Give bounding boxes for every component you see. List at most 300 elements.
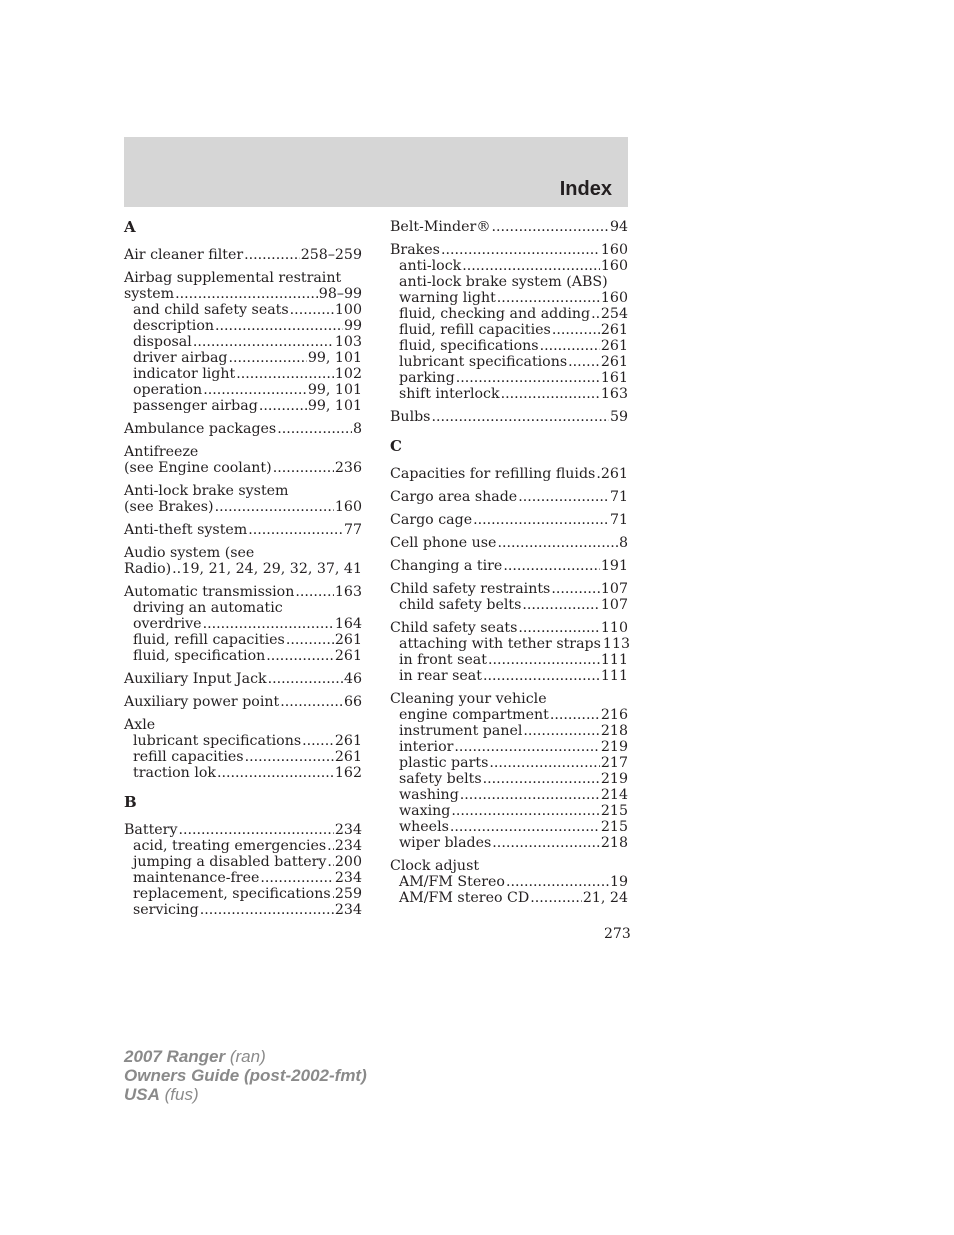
entry-text: Brakes — [390, 242, 440, 258]
entry-text: (see Engine coolant) — [124, 460, 272, 476]
entry-text: fluid, specification — [133, 648, 266, 664]
page-reference: 160 — [600, 258, 628, 274]
dot-leader — [215, 319, 343, 335]
entry-text: Clock adjust — [390, 858, 480, 874]
page-reference: 71 — [609, 489, 628, 505]
index-entry-line — [124, 287, 362, 303]
entry-text: anti-lock — [399, 258, 462, 274]
entry-text: Changing a tire — [390, 558, 503, 574]
index-entry-line — [124, 445, 362, 461]
page-reference: 191 — [600, 558, 628, 574]
index-subentry — [390, 387, 628, 403]
index-entry — [124, 546, 362, 578]
entry-text: disposal — [133, 334, 192, 350]
dot-leader — [596, 467, 600, 483]
dot-leader — [530, 891, 582, 907]
index-entry — [124, 271, 362, 415]
entry-text: plastic parts — [399, 755, 489, 771]
index-subentry — [124, 734, 362, 750]
index-entry — [390, 536, 628, 552]
page-reference: 254 — [600, 306, 628, 322]
index-entry — [124, 823, 362, 919]
dot-leader — [215, 500, 334, 516]
dot-leader — [245, 750, 334, 766]
index-subentry — [124, 367, 362, 383]
index-entry-line — [124, 695, 362, 711]
index-entry-line — [390, 410, 628, 426]
dot-leader — [431, 410, 608, 426]
index-entry-line — [124, 562, 362, 578]
index-entry-line — [390, 536, 628, 552]
page-reference: 261 — [600, 466, 628, 482]
index-subentry — [390, 875, 628, 891]
page-reference: 219 — [600, 739, 628, 755]
index-subentry — [390, 788, 628, 804]
entry-text: AM/FM stereo CD — [399, 890, 530, 906]
page-reference: 77 — [343, 522, 362, 538]
dot-leader — [259, 399, 307, 415]
header-band — [124, 137, 628, 207]
index-entry-line — [124, 271, 362, 287]
index-entry-line — [390, 467, 628, 483]
entry-text: refill capacities — [133, 749, 244, 765]
entry-text: Cargo cage — [390, 512, 473, 528]
entry-text: Antifreeze — [124, 444, 199, 460]
index-entry — [124, 484, 362, 516]
index-entry-line — [124, 546, 362, 562]
dot-leader — [568, 355, 600, 371]
page-reference: 163 — [600, 386, 628, 402]
dot-leader — [172, 562, 180, 578]
index-entry-line — [124, 823, 362, 839]
entry-text: acid, treating emergencies — [133, 838, 327, 854]
section-letter-a: A — [124, 218, 136, 236]
page-reference: 236 — [334, 460, 362, 476]
page-reference: 19, 21, 24, 29, 32, 37, 41 — [181, 561, 362, 577]
dot-leader — [193, 335, 334, 351]
entry-group — [124, 248, 362, 782]
index-subentry — [390, 772, 628, 788]
index-subentry — [390, 836, 628, 852]
index-entry-line — [124, 585, 362, 601]
index-entry-line — [124, 718, 362, 734]
index-subentry — [124, 383, 362, 399]
page-reference: 111 — [600, 668, 628, 684]
index-entry — [390, 220, 628, 236]
footer-model-code: (ran) — [225, 1047, 266, 1066]
page-reference: 215 — [600, 803, 628, 819]
entry-text: Cleaning your vehicle — [390, 691, 547, 707]
dot-leader — [451, 804, 600, 820]
entry-text: fluid, specifications — [399, 338, 539, 354]
page-reference: 261 — [334, 648, 362, 664]
dot-leader — [441, 243, 600, 259]
index-subentry — [390, 598, 628, 614]
page-reference: 8 — [618, 535, 628, 551]
index-entry-line — [390, 621, 628, 637]
index-subentry — [124, 399, 362, 415]
index-subentry — [390, 355, 628, 371]
entry-text: maintenance-free — [133, 870, 260, 886]
entry-text: Child safety restraints — [390, 581, 551, 597]
section-letter-b: B — [124, 793, 137, 811]
index-entry-line — [124, 248, 362, 264]
page-reference: 164 — [334, 616, 362, 632]
entry-text: driver airbag — [133, 350, 228, 366]
index-entry — [390, 467, 628, 483]
index-entry — [390, 582, 628, 614]
index-subentry — [390, 275, 628, 291]
entry-text: Cell phone use — [390, 535, 497, 551]
entry-text: attaching with tether straps — [399, 636, 601, 652]
entry-text: indicator light — [133, 366, 236, 382]
page-reference: 99, 101 — [307, 398, 362, 414]
dot-leader — [503, 559, 600, 575]
dot-leader — [497, 291, 600, 307]
dot-leader — [456, 371, 600, 387]
page-reference: 99, 101 — [307, 382, 362, 398]
dot-leader — [327, 839, 334, 855]
dot-leader — [523, 724, 600, 740]
page-reference: 99, 101 — [307, 350, 362, 366]
index-subentry — [390, 669, 628, 685]
dot-leader — [518, 621, 600, 637]
page-reference: 217 — [600, 755, 628, 771]
entry-text: warning light — [399, 290, 496, 306]
dot-leader — [327, 855, 333, 871]
page-reference: 99 — [343, 318, 362, 334]
entry-text: Axle — [124, 717, 156, 733]
dot-leader — [462, 259, 600, 275]
entry-text: Child safety seats — [390, 620, 518, 636]
entry-text: washing — [399, 787, 459, 803]
entry-text: Bulbs — [390, 409, 431, 425]
dot-leader — [460, 788, 600, 804]
footer-line-1 — [124, 1047, 367, 1066]
page-reference: 261 — [600, 354, 628, 370]
entry-text: in rear seat — [399, 668, 482, 684]
page-reference: 218 — [600, 723, 628, 739]
dot-leader — [492, 836, 600, 852]
entry-text: waxing — [399, 803, 451, 819]
dot-leader — [450, 820, 600, 836]
page-reference: 100 — [334, 302, 362, 318]
index-subentry — [390, 740, 628, 756]
footer-market: USA — [124, 1085, 160, 1104]
dot-leader — [497, 536, 618, 552]
index-entry — [124, 695, 362, 711]
dot-leader — [236, 367, 334, 383]
entry-text: system — [124, 286, 175, 302]
index-subentry — [124, 351, 362, 367]
dot-leader — [260, 871, 334, 887]
dot-leader — [217, 766, 334, 782]
section-letter-c: C — [390, 437, 402, 455]
page-reference: 215 — [600, 819, 628, 835]
index-subentry — [124, 319, 362, 335]
dot-leader — [203, 617, 334, 633]
dot-leader — [277, 422, 352, 438]
page-reference: 261 — [334, 632, 362, 648]
dot-leader — [286, 633, 334, 649]
page-reference: 19 — [609, 874, 628, 890]
page-reference: 162 — [334, 765, 362, 781]
entry-text: Radio) — [124, 561, 172, 577]
page-reference: 94 — [609, 219, 628, 235]
entry-text: fluid, refill capacities — [133, 632, 285, 648]
dot-leader — [273, 461, 334, 477]
dot-leader — [483, 669, 600, 685]
entry-text: anti-lock brake system (ABS) — [399, 274, 608, 290]
page-reference: 103 — [334, 334, 362, 350]
page-reference: 219 — [600, 771, 628, 787]
entry-text: safety belts — [399, 771, 482, 787]
dot-leader — [473, 513, 609, 529]
entry-text: fluid, refill capacities — [399, 322, 551, 338]
entry-text: traction lok — [133, 765, 216, 781]
index-entry — [390, 692, 628, 852]
index-entry-line — [390, 513, 628, 529]
index-subentry — [124, 887, 362, 903]
entry-text: Capacities for refilling fluids — [390, 466, 596, 482]
index-column-left — [124, 220, 362, 926]
index-entry — [124, 585, 362, 665]
index-subentry — [124, 750, 362, 766]
page-number: 273 — [604, 926, 631, 942]
index-subentry — [390, 339, 628, 355]
index-subentry — [390, 820, 628, 836]
entry-text: Belt-Minder® — [390, 219, 491, 235]
dot-leader — [268, 672, 343, 688]
page-reference: 46 — [343, 671, 362, 687]
dot-leader — [244, 248, 300, 264]
dot-leader — [518, 490, 609, 506]
dot-leader — [332, 887, 334, 903]
index-subentry — [390, 259, 628, 275]
footer-model: 2007 Ranger — [124, 1047, 226, 1066]
dot-leader — [290, 303, 334, 319]
footer-info — [124, 1047, 367, 1104]
entry-text: Anti-theft system — [124, 522, 248, 538]
page-reference: 200 — [334, 854, 362, 870]
index-entry-line — [390, 582, 628, 598]
page-reference: 261 — [334, 733, 362, 749]
entry-text: Cargo area shade — [390, 489, 518, 505]
entry-text: replacement, specifications — [133, 886, 331, 902]
entry-text: in front seat — [399, 652, 487, 668]
footer-guide: Owners Guide (post-2002-fmt) — [124, 1066, 367, 1085]
entry-text: overdrive — [133, 616, 202, 632]
entry-text: engine compartment — [399, 707, 549, 723]
dot-leader — [550, 708, 600, 724]
page-reference: 161 — [600, 370, 628, 386]
index-subentry — [390, 708, 628, 724]
index-entry — [390, 243, 628, 403]
index-entry-line — [390, 559, 628, 575]
index-entry — [124, 718, 362, 782]
page-reference: 71 — [609, 512, 628, 528]
index-subentry — [390, 323, 628, 339]
entry-text: operation — [133, 382, 203, 398]
dot-leader — [483, 772, 600, 788]
index-subentry — [390, 724, 628, 740]
page-reference: 261 — [600, 322, 628, 338]
index-subentry — [390, 636, 631, 653]
index-entry-line — [390, 243, 628, 259]
entry-text: lubricant specifications — [133, 733, 302, 749]
page-reference: 218 — [600, 835, 628, 851]
page-reference: 160 — [334, 499, 362, 515]
footer-line-2 — [124, 1066, 367, 1085]
index-entry — [390, 559, 628, 575]
index-subentry — [124, 903, 362, 919]
index-subentry — [124, 601, 362, 617]
index-entry — [390, 859, 628, 907]
entry-text: Auxiliary Input Jack — [124, 671, 267, 687]
page-reference: 258–259 — [300, 247, 362, 263]
index-entry-line — [124, 672, 362, 688]
page-reference: 216 — [600, 707, 628, 723]
entry-text: Audio system (see — [124, 545, 255, 561]
index-entry — [390, 513, 628, 529]
index-subentry — [124, 855, 362, 871]
entry-text: interior — [399, 739, 454, 755]
page-reference: 261 — [334, 749, 362, 765]
index-entry — [124, 523, 362, 539]
page-reference: 110 — [600, 620, 628, 636]
entry-text: description — [133, 318, 215, 334]
page-reference: 234 — [334, 870, 362, 886]
entry-text: AM/FM Stereo — [399, 874, 505, 890]
entry-text: instrument panel — [399, 723, 523, 739]
page-reference: 261 — [600, 338, 628, 354]
entry-text: Anti-lock brake system — [124, 483, 289, 499]
index-subentry — [124, 633, 362, 649]
dot-leader — [203, 383, 307, 399]
index-entry — [124, 672, 362, 688]
entry-text: lubricant specifications — [399, 354, 568, 370]
dot-leader — [454, 740, 599, 756]
entry-text: (see Brakes) — [124, 499, 214, 515]
entry-text: Air cleaner filter — [124, 247, 244, 263]
index-entry — [124, 422, 362, 438]
index-entry-line — [124, 523, 362, 539]
index-subentry — [390, 653, 628, 669]
index-entry-line — [390, 692, 628, 708]
dot-leader — [540, 339, 600, 355]
index-entry — [124, 248, 362, 264]
entry-text: fluid, checking and adding — [399, 306, 591, 322]
dot-leader — [522, 598, 600, 614]
page-reference: 59 — [609, 409, 628, 425]
dot-leader — [200, 903, 334, 919]
index-entry — [390, 410, 628, 426]
page-reference: 111 — [600, 652, 628, 668]
index-subentry — [390, 804, 628, 820]
page-reference: 107 — [600, 581, 628, 597]
dot-leader — [295, 585, 334, 601]
footer-market-code: (fus) — [159, 1085, 199, 1104]
dot-leader — [501, 387, 600, 403]
entry-text: Airbag supplemental restraint — [124, 270, 342, 286]
index-entry — [390, 620, 631, 685]
dot-leader — [229, 351, 307, 367]
page-reference: 66 — [343, 694, 362, 710]
page-reference: 107 — [600, 597, 628, 613]
entry-text: Auxiliary power point — [124, 694, 280, 710]
entry-text: driving an automatic — [133, 600, 283, 616]
dot-leader — [302, 734, 334, 750]
index-subentry — [390, 756, 628, 772]
page-title: Index — [559, 178, 612, 200]
page-reference: 21, 24 — [582, 890, 628, 906]
index-subentry — [124, 766, 362, 782]
entry-text: child safety belts — [399, 597, 522, 613]
page-reference: 160 — [600, 242, 628, 258]
entry-text: Automatic transmission — [124, 584, 295, 600]
entry-group — [124, 823, 362, 919]
entry-text: passenger airbag — [133, 398, 258, 414]
dot-leader — [178, 823, 333, 839]
dot-leader — [551, 582, 600, 598]
entry-text: wheels — [399, 819, 449, 835]
page-reference: 113 — [602, 636, 631, 652]
index-subentry — [390, 291, 628, 307]
index-entry-line — [390, 859, 628, 875]
dot-leader — [489, 756, 600, 772]
index-subentry — [124, 335, 362, 351]
dot-leader — [552, 323, 600, 339]
entry-group — [390, 466, 631, 907]
dot-leader — [488, 653, 600, 669]
footer-line-3 — [124, 1085, 367, 1104]
index-entry-line — [124, 422, 362, 438]
dot-leader — [591, 307, 600, 323]
entry-text: parking — [399, 370, 455, 386]
index-entry-line — [124, 461, 362, 477]
index-entry-line — [124, 500, 362, 516]
dot-leader — [492, 220, 609, 236]
entry-text: wiper blades — [399, 835, 492, 851]
index-subentry — [124, 649, 362, 665]
page-reference: 234 — [334, 902, 362, 918]
dot-leader — [280, 695, 343, 711]
entry-text: shift interlock — [399, 386, 500, 402]
page-reference: 102 — [334, 366, 362, 382]
dot-leader — [266, 649, 334, 665]
entry-text: servicing — [133, 902, 199, 918]
index-entry — [124, 445, 362, 477]
index-entry-line — [124, 484, 362, 500]
index-subentry — [124, 617, 362, 633]
index-subentry — [124, 303, 362, 319]
entry-text: jumping a disabled battery — [133, 854, 327, 870]
entry-text: Battery — [124, 822, 178, 838]
dot-leader — [175, 287, 318, 303]
page-reference: 259 — [334, 886, 362, 902]
page-reference: 98–99 — [318, 286, 362, 302]
dot-leader — [248, 523, 343, 539]
page-reference: 160 — [600, 290, 628, 306]
dot-leader — [506, 875, 609, 891]
page-reference: 163 — [334, 584, 362, 600]
entry-text: and child safety seats — [133, 302, 289, 318]
index-subentry — [124, 839, 362, 855]
index-subentry — [390, 307, 628, 323]
index-subentry — [124, 871, 362, 887]
index-entry-line — [390, 220, 628, 236]
page-reference: 8 — [352, 421, 362, 437]
